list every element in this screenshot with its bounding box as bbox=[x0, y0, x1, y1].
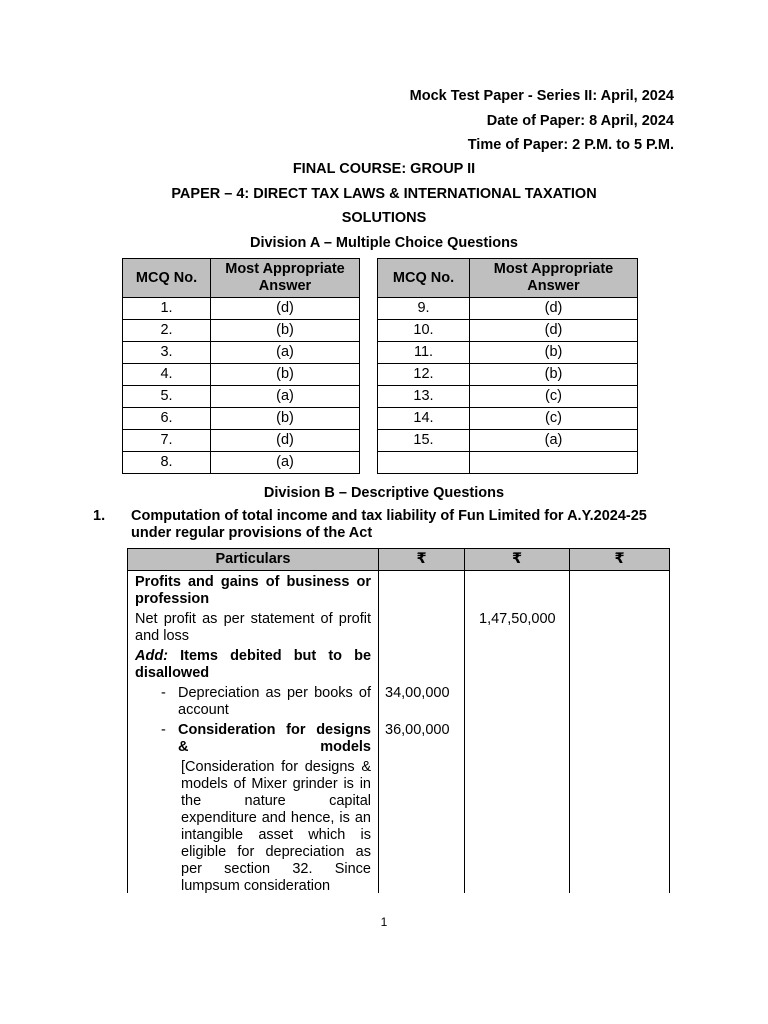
computation-header-row bbox=[128, 549, 669, 571]
rupee-header: ₹ bbox=[614, 551, 625, 567]
mcq-number: 3. bbox=[123, 342, 211, 364]
add-row bbox=[135, 648, 371, 682]
mcq-answer: (a) bbox=[211, 386, 360, 408]
mcq-number: 6. bbox=[123, 408, 211, 430]
column-divider bbox=[378, 549, 379, 893]
course-title: FINAL COURSE: GROUP II bbox=[292, 161, 476, 177]
consideration-note: [Consideration for designs & models of Mixer grinder is in the nature capital expenditure and hence, is an intangible asset which is eligible for depreciation as per section 32. Since lumpsum consideration bbox=[181, 759, 371, 893]
mcq-number: 7. bbox=[123, 430, 211, 452]
rupee-header: ₹ bbox=[416, 551, 427, 567]
table-row bbox=[123, 430, 360, 452]
consideration-value: 36,00,000 bbox=[385, 722, 450, 738]
table-row bbox=[123, 386, 360, 408]
depreciation-value: 34,00,000 bbox=[385, 685, 450, 701]
mcq-answer: (b) bbox=[470, 364, 638, 386]
mcq-no-header: MCQ No. bbox=[123, 259, 211, 298]
date-of-paper: Date of Paper: 8 April, 2024 bbox=[486, 113, 674, 129]
add-text: Items debited but to be disallowed bbox=[135, 648, 372, 681]
mcq-answer: (c) bbox=[470, 408, 638, 430]
table-row bbox=[123, 452, 360, 474]
mcq-answer: (c) bbox=[470, 386, 638, 408]
table-row bbox=[378, 320, 638, 342]
question-text: Computation of total income and tax liability of Fun Limited for A.Y.2024-25 under regular provisions of the Act bbox=[131, 508, 647, 541]
pgbp-heading: Profits and gains of business or profession bbox=[135, 574, 371, 607]
table-row bbox=[378, 408, 638, 430]
mcq-answer: (b) bbox=[211, 408, 360, 430]
mcq-no-header: MCQ No. bbox=[378, 259, 470, 298]
mcq-number: 9. bbox=[378, 298, 470, 320]
depreciation-label: Depreciation as per books of account bbox=[178, 685, 371, 718]
mcq-answer: (d) bbox=[470, 320, 638, 342]
paper-title: PAPER – 4: DIRECT TAX LAWS & INTERNATIONAL TAXATION bbox=[171, 186, 597, 202]
particulars-header: Particulars bbox=[215, 551, 291, 567]
mcq-answer: (a) bbox=[211, 452, 360, 474]
mcq-number bbox=[378, 452, 470, 474]
mcq-answer: (a) bbox=[211, 342, 360, 364]
bullet-dash: - bbox=[161, 722, 166, 738]
table-row bbox=[123, 364, 360, 386]
table-row bbox=[378, 298, 638, 320]
table-row bbox=[378, 430, 638, 452]
table-row bbox=[378, 452, 638, 474]
table-row bbox=[123, 298, 360, 320]
mcq-number: 8. bbox=[123, 452, 211, 474]
table-row bbox=[123, 320, 360, 342]
mcq-number: 14. bbox=[378, 408, 470, 430]
bullet-dash: - bbox=[161, 685, 166, 701]
table-row bbox=[123, 408, 360, 430]
question-number: 1. bbox=[93, 508, 106, 524]
mcq-table-left bbox=[122, 258, 360, 474]
rupee-header: ₹ bbox=[511, 551, 523, 567]
mcq-number: 5. bbox=[123, 386, 211, 408]
mcq-number: 4. bbox=[123, 364, 211, 386]
mcq-answer: (d) bbox=[470, 298, 638, 320]
column-divider bbox=[464, 549, 465, 893]
mcq-number: 2. bbox=[123, 320, 211, 342]
table-row bbox=[378, 386, 638, 408]
mcq-number: 10. bbox=[378, 320, 470, 342]
table-row bbox=[378, 364, 638, 386]
time-of-paper: Time of Paper: 2 P.M. to 5 P.M. bbox=[467, 137, 674, 153]
answer-header: Most Appropriate Answer bbox=[470, 259, 638, 298]
net-profit-value: 1,47,50,000 bbox=[479, 611, 556, 627]
add-label: Add: bbox=[135, 648, 169, 664]
mcq-answer: (a) bbox=[470, 430, 638, 452]
mcq-number: 11. bbox=[378, 342, 470, 364]
mcq-answer: (b) bbox=[470, 342, 638, 364]
consideration-label: Consideration for designs & models bbox=[178, 722, 371, 755]
table-row bbox=[378, 342, 638, 364]
mcq-table-right bbox=[377, 258, 638, 474]
mcq-answer bbox=[470, 452, 638, 474]
mcq-answer: (d) bbox=[211, 298, 360, 320]
page-number: 1 bbox=[380, 915, 388, 929]
mcq-answer: (b) bbox=[211, 364, 360, 386]
mcq-number: 12. bbox=[378, 364, 470, 386]
mcq-number: 15. bbox=[378, 430, 470, 452]
answer-header: Most Appropriate Answer bbox=[211, 259, 360, 298]
mcq-answer: (b) bbox=[211, 320, 360, 342]
division-a-heading: Division A – Multiple Choice Questions bbox=[249, 235, 519, 251]
solutions-title: SOLUTIONS bbox=[341, 210, 427, 226]
mcq-number: 1. bbox=[123, 298, 211, 320]
division-b-heading: Division B – Descriptive Questions bbox=[263, 485, 505, 501]
mock-test-series: Mock Test Paper - Series II: April, 2024 bbox=[409, 88, 674, 104]
mcq-number: 13. bbox=[378, 386, 470, 408]
column-divider bbox=[569, 549, 570, 893]
table-row bbox=[123, 342, 360, 364]
mcq-answer: (d) bbox=[211, 430, 360, 452]
computation-table bbox=[127, 548, 670, 893]
net-profit-label: Net profit as per statement of profit and loss bbox=[135, 611, 371, 644]
